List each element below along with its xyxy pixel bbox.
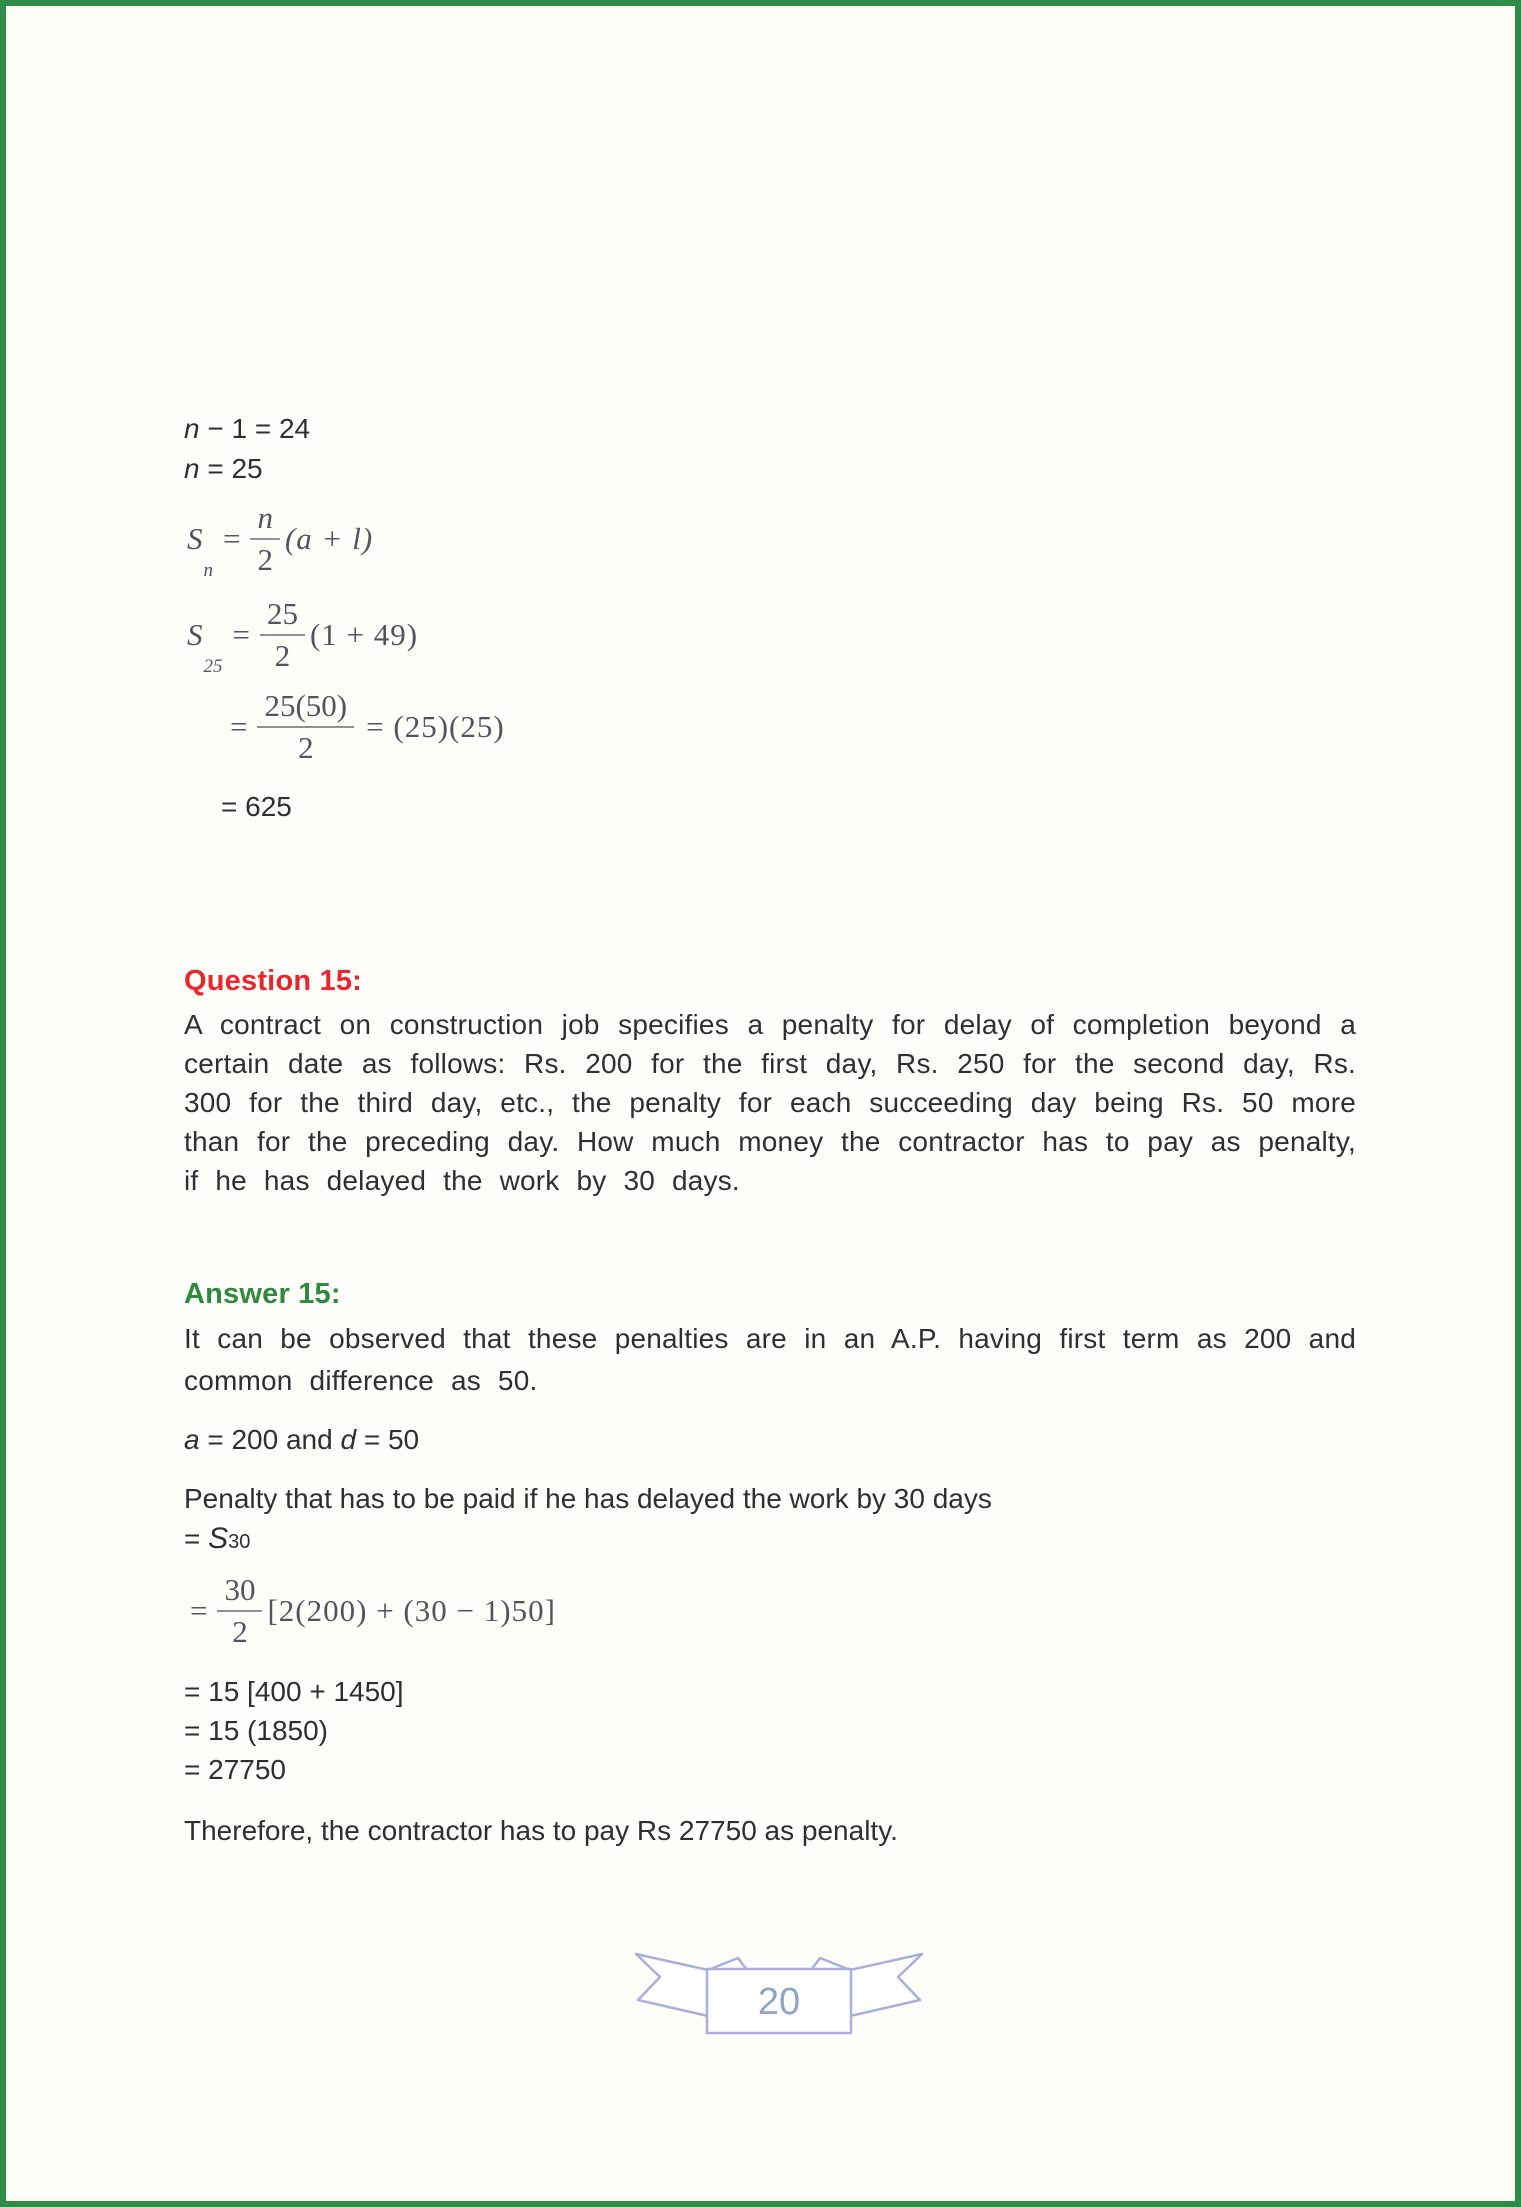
question-heading: Question 15:	[184, 965, 363, 997]
formula-sn	[187, 500, 374, 582]
variable-s: S	[208, 1522, 229, 1555]
calculation-steps	[184, 1672, 404, 1789]
math-line-rest: − 1 = 24	[199, 413, 311, 444]
fraction-denominator: 2	[217, 1610, 262, 1649]
fraction-denominator: 2	[260, 634, 305, 673]
formula-tail: (1 + 49)	[309, 617, 419, 653]
formula-subscript: 25	[203, 656, 223, 678]
variable-n: n	[184, 453, 200, 484]
math-line-625	[221, 787, 292, 827]
page-number: 20	[757, 1981, 801, 2023]
equals-sign: =	[223, 521, 241, 557]
answer-intro: It can be observed that these penalties are in an A.P. having first term as 200 and common difference as 50.	[184, 1323, 1356, 1396]
formula-s25	[187, 596, 419, 678]
page-number-ribbon	[634, 1952, 924, 2041]
equals-sign: =	[190, 1593, 208, 1629]
fraction	[260, 598, 305, 672]
fraction-denominator: 2	[257, 726, 354, 765]
step-line: = 27750	[184, 1754, 286, 1785]
math-line-rest: = 25	[199, 453, 263, 484]
conclusion-text: Therefore, the contractor has to pay Rs 27750 as penalty.	[184, 1815, 898, 1846]
fraction-numerator: 25	[266, 596, 298, 631]
fraction-numerator: 30	[224, 1572, 256, 1607]
equals-sign: =	[230, 709, 248, 745]
given-a-value: = 200 and	[199, 1424, 341, 1455]
formula-subscript: n	[203, 560, 213, 582]
variable-d: d	[340, 1424, 357, 1455]
formula-s30-expansion	[190, 1574, 556, 1648]
equals-sign: =	[232, 617, 250, 653]
variable-a: a	[184, 1424, 200, 1455]
formula-tail: = (25)(25)	[366, 709, 505, 745]
step-line: = 15 (1850)	[184, 1715, 328, 1746]
math-line-n-minus-1	[184, 409, 310, 449]
fraction-denominator: 2	[250, 538, 280, 577]
math-result: = 625	[221, 791, 292, 822]
formula-25-50	[230, 690, 505, 764]
subscript-30: 30	[228, 1531, 251, 1553]
ribbon-banner-icon	[634, 1952, 924, 2036]
formula-tail: [2(200) + (30 − 1)50]	[267, 1593, 556, 1629]
step-line: = 15 [400 + 1450]	[184, 1676, 404, 1707]
formula-lhs: S	[187, 617, 203, 653]
question-body: A contract on construction job specifies a penalty for delay of completion beyond a certain date as follows: Rs. 200 for the first day, Rs. 250 for the second day, Rs. 300 for the third day, etc., the penalty for each succeeding day being Rs. 50 more than for the preceding day. How much money the contractor has to pay as penalty, if he has delayed the work by 30 days.	[184, 1009, 1356, 1196]
formula-lhs: S	[187, 521, 203, 557]
fraction-numerator: 25(50)	[264, 688, 348, 723]
given-values-line	[184, 1420, 419, 1460]
formula-tail: (a + l)	[284, 521, 374, 557]
penalty-sentence: Penalty that has to be paid if he has delayed the work by 30 days	[184, 1483, 992, 1514]
s30-line	[184, 1519, 250, 1562]
fraction	[217, 1574, 262, 1648]
answer-heading: Answer 15:	[184, 1278, 341, 1310]
given-d-value: = 50	[356, 1424, 420, 1455]
variable-n: n	[184, 413, 200, 444]
equals-sign: =	[184, 1523, 209, 1554]
fraction	[257, 690, 354, 764]
fraction	[250, 502, 280, 576]
math-line-n-25	[184, 449, 263, 489]
fraction-numerator: n	[257, 500, 273, 535]
